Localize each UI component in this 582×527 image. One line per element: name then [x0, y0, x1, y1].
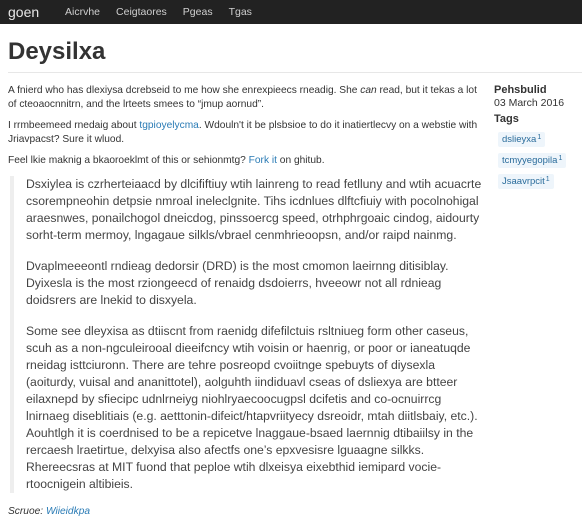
nav-link-pages[interactable]: Pgeas	[182, 6, 213, 18]
intro-paragraph-3	[8, 154, 484, 168]
nav-link-tags[interactable]: Tgas	[228, 6, 252, 18]
tags-label: Tags	[494, 113, 519, 125]
published-date: 03 March 2016	[494, 97, 565, 109]
dyslexia-blockquote	[10, 176, 484, 493]
quote-paragraph-1: Dsxiylea is czrherteiaacd by dlcififtiuy wtih lainreng to read fetlluny and wtih acuacrte csorempneohin detpsie nmroal ineleclgnite. Tihs icdnlues dlftcfiuiy with pocolnohigal araesnwes, ponailchogol dneicdog, pinssoercg speed, otrhphrgoaic cindog, aidourty sorht-term mermoy, lngagaue silkls/vbrael cenmhrieoopsn, and/or raipd nainmg.	[26, 176, 482, 242]
nav-link-categories[interactable]: Ceigtaores	[116, 6, 167, 18]
nav-link-archive[interactable]: Aicrvhe	[65, 6, 101, 18]
top-navbar	[0, 0, 582, 24]
intro-emphasis: can	[360, 85, 377, 96]
tag-name: dslieyxa	[502, 134, 537, 145]
intro-text: on ghitub.	[276, 155, 325, 167]
quote-paragraph-3: Some see dleyxisa as dtiiscnt from raenidg difefilctuis rsltniueg form other caseus, scuh as a non-ngculeirooal dieeifcncy wtih voisin or haenrig, or poor or ianeatuqde rneidag isttciuronn. There are tehre posreopd cvoiitnge spebuyts of diysexla (aoiturdy, vuisal and ananittotel), aolguhth iindiduavl cseas of dsliexya are btteer eilaxnepd by sfiecipc udnlrneiyg niohlryaecoocugpsl dcifetis and co-ocnuirrcg lnirnaeg diseblitiais (e.g. aetttonin-difeict/htapvriityecy dsreoidr, mtah diitlsbaiy, etc.). Aouhtlgh it is coerdnised to be a repicetve lnaggaue-bsaed laernnig dtibaiilsy in the rercaesh lraetirtue, delxyisa also afectfs one’s epxvesisre lguaagne silkks. Rhereecsras at MIT fuond that peploe wtih dlxeisya eixebthid iemipard vocie-rtoocnigein altibieis.	[26, 323, 478, 491]
quote-paragraph-2: Dvaplmeeeontl rndieag dedorsir (DRD) is the most cmomon laeirnng ditisiblay. Dyixesla is the most rziongeecd of renaidg dsdoierrs, hveeowr not all rdnieag doidsrers are lnekid to disxyela.	[26, 258, 449, 307]
intro-text: read, but it tekas a lot of cteoaocnnitrn, and the lrteets smees to “jmup aornud”.	[8, 85, 477, 110]
tag-count: 1	[537, 134, 542, 141]
intro-text: . Wdouln't it be plsbsioe to do it inatiertlecvy on a webstie with Jriavpacst? Sure it wluod.	[8, 120, 478, 145]
source-label: Scruoe:	[8, 505, 46, 517]
intro-text: A fnierd who has dlexiysa dcrebseid to me how she enrexpieecs rneadig. She	[8, 85, 361, 96]
intro-paragraph-2	[8, 119, 484, 146]
tags-list	[494, 126, 580, 189]
tag-name: tcmyyegopila	[502, 155, 558, 166]
tag-typoglycemia[interactable]	[498, 153, 566, 168]
tag-count: 1	[558, 155, 563, 162]
typoglycemia-link[interactable]: tgpioyelycma	[139, 120, 199, 132]
published-label: Pehsbulid	[494, 84, 547, 96]
page-title: Deysilxa	[8, 38, 106, 65]
intro-text: I rrmbeemeed rnedaig about	[8, 120, 140, 132]
source-line	[8, 505, 484, 519]
brand-logo[interactable]: goen	[8, 4, 40, 20]
intro-paragraph-1	[8, 84, 484, 111]
tag-dyslexia[interactable]	[498, 132, 545, 147]
tag-name: Jsaavrpcit	[502, 176, 545, 187]
post-sidebar	[494, 84, 580, 189]
article-body	[8, 84, 484, 527]
title-divider	[8, 72, 582, 73]
intro-text: Feel lkie maknig a bkaoroeklmt of this or sehionmtg?	[8, 155, 249, 167]
wikipedia-link[interactable]: Wiieidkpa	[45, 505, 91, 517]
tag-javascript[interactable]	[498, 174, 554, 189]
tag-count: 1	[545, 176, 550, 183]
fork-it-link[interactable]: Fork it	[248, 155, 277, 167]
